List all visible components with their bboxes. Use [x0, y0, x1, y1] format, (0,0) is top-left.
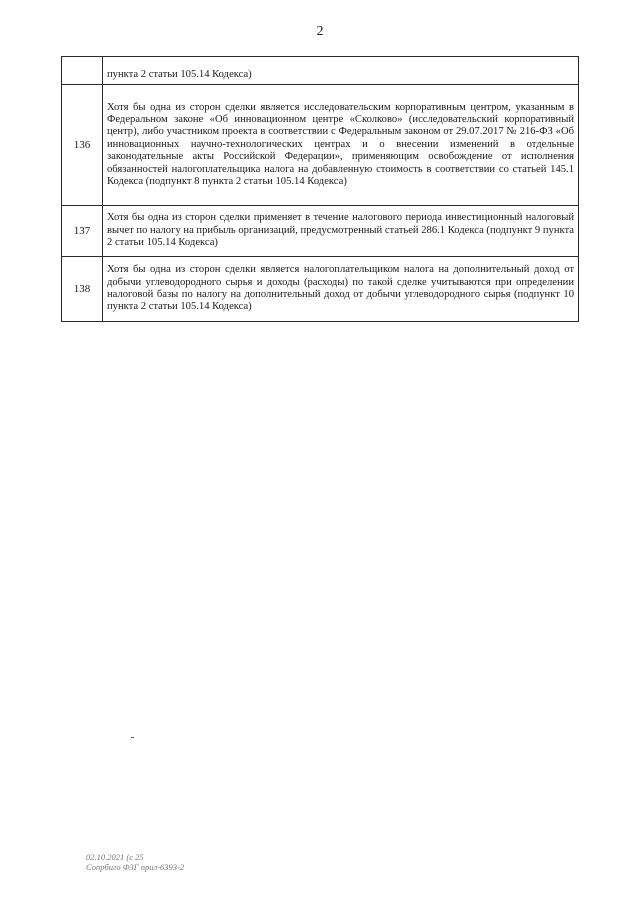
- row-number: [62, 57, 103, 85]
- row-number: 137: [62, 206, 103, 257]
- row-text: Хотя бы одна из сторон сделки является исследовательским корпоративным центром, указанным в Федеральном законе «Об инновационном центре «Сколково» (исследовательский корпоративный центр), либо участником проекта в соответствии с Федеральным законом от 29.07.2017 № 216-ФЗ «Об инновационных научно-технологических центрах и о внесении изменений в отдельные законодательные акты Российской Федерации», применяющим освобождение от исполнения обязанностей налогоплательщика налога на добавленную стоимость в соответствии со статьей 145.1 Кодекса (подпункт 8 пункта 2 статьи 105.14 Кодекса): [103, 85, 579, 206]
- row-text: пункта 2 статьи 105.14 Кодекса): [103, 57, 579, 85]
- document-footer: [86, 852, 184, 872]
- table-row: [62, 85, 579, 206]
- row-text: Хотя бы одна из сторон сделки применяет в течение налогового периода инвестиционный налоговый вычет по налогу на прибыль организаций, предусмотренный статьей 286.1 Кодекса (подпункт 9 пункта 2 статьи 105.14 Кодекса): [103, 206, 579, 257]
- table-row: [62, 57, 579, 85]
- page-number: 2: [316, 24, 324, 39]
- table-row: [62, 206, 579, 257]
- row-number: 138: [62, 257, 103, 322]
- footer-line-reference: Сопрбиго Ф3Г прил-6393-2: [86, 862, 185, 872]
- table-row: [62, 257, 579, 322]
- row-text: Хотя бы одна из сторон сделки является налогоплательщиком налога на дополнительный доход от добычи углеводородного сырья и доходы (расходы) по такой сделке учитываются при определении налоговой базы по налогу на дополнительный доход от добычи углеводородного сырья (подпункт 10 пункта 2 статьи 105.14 Кодекса): [103, 257, 579, 322]
- footer-line-date: 02.10.2021 (с 25: [86, 852, 144, 862]
- row-number: 136: [62, 85, 103, 206]
- document-table: [61, 56, 579, 322]
- scan-artifact: [131, 737, 134, 738]
